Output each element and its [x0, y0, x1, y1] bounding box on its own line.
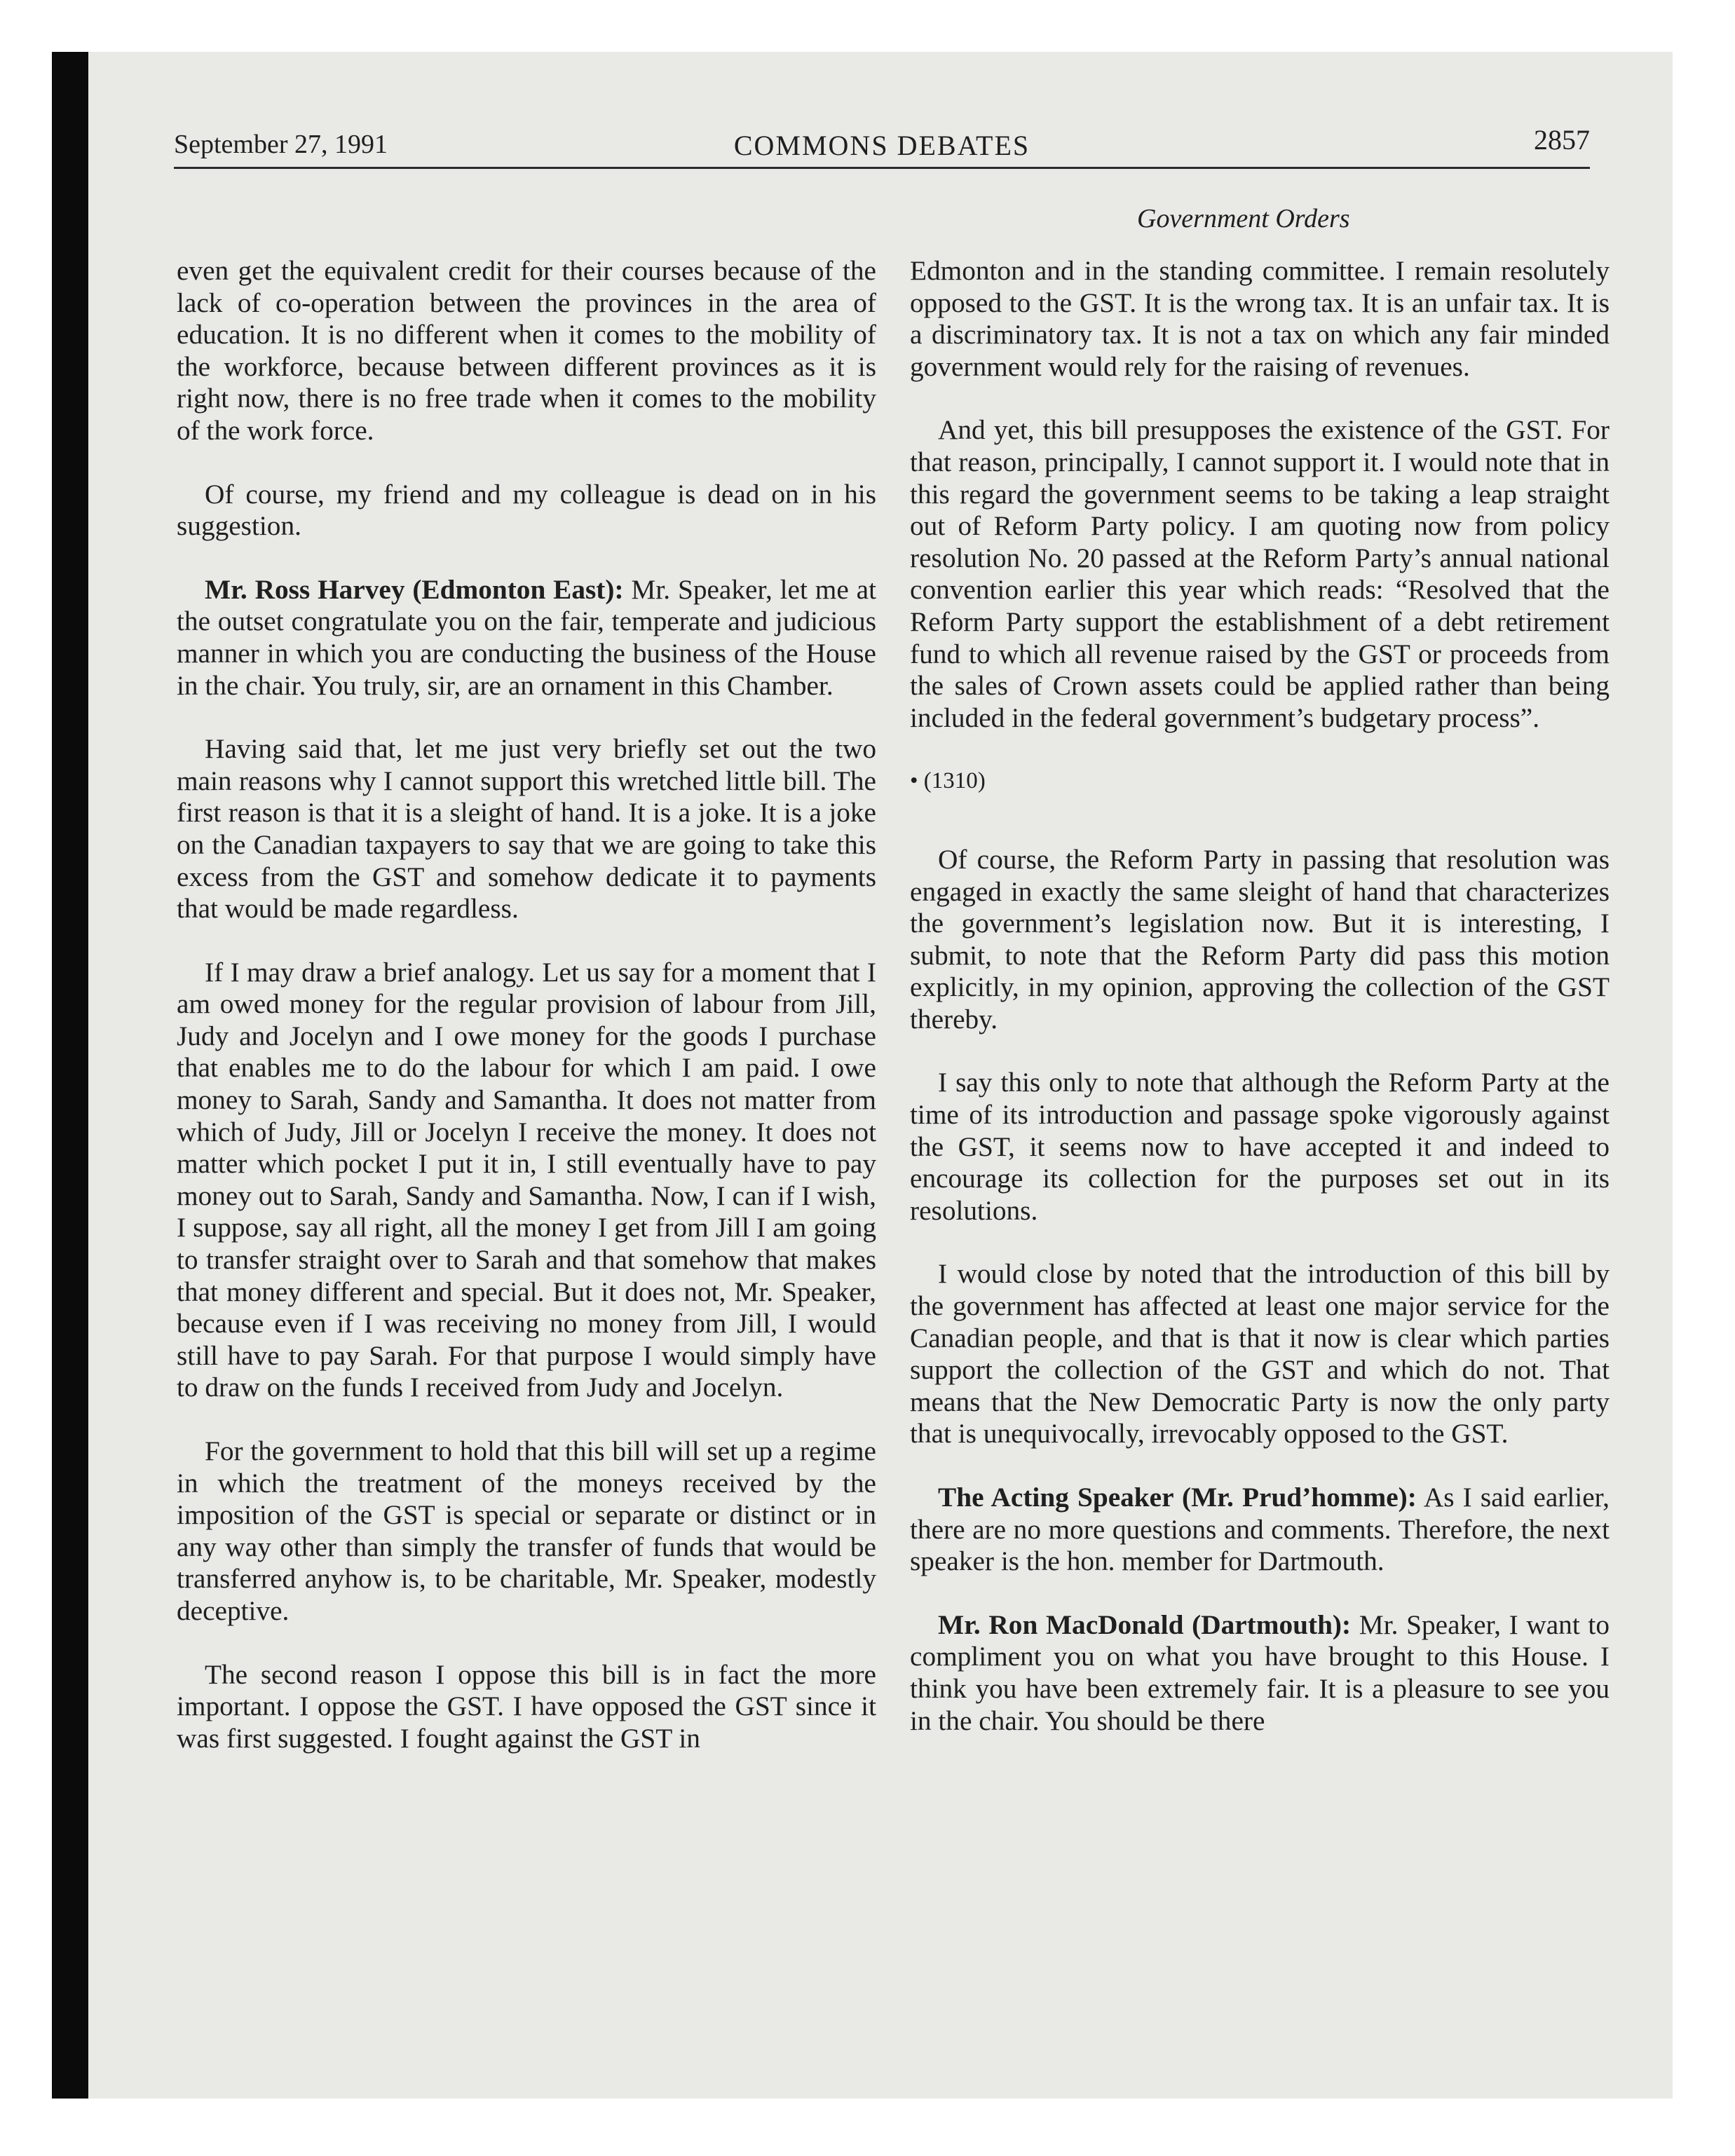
page-header: [174, 123, 1590, 165]
paragraph: Of course, my friend and my colleague is dead on in his suggestion.: [177, 478, 876, 542]
paragraph: Edmonton and in the standing committee. I remain resolutely opposed to the GST. It is the wrong tax. It is an unfair tax. It is a discriminatory tax. It is not a tax on which any fair minded government would rely for the raising of revenues.: [910, 255, 1610, 382]
paragraph: If I may draw a brief analogy. Let us say for a moment that I am owed money for the regular provision of labour from Jill, Judy and Jocelyn and I owe money for the goods I purchase that enables me to do the labour for which I am paid. I owe money to Sarah, Sandy and Samantha. It does not matter from which of Judy, Jill or Jocelyn I receive the money. It does not matter which pocket I put it in, I still eventually have to pay money out to Sarah, Sandy and Samantha. Now, I can if I wish, I suppose, say all right, all the money I get from Jill I am going to transfer straight over to Sarah and that somehow that makes that money different and special. But it does not, Mr. Speaker, because even if I was receiving no money from Jill, I would still have to pay Sarah. For that purpose I would simply have to draw on the funds I received from Judy and Jocelyn.: [177, 956, 876, 1403]
speaker-name: Mr. Ross Harvey (Edmonton East):: [205, 573, 624, 605]
paragraph: For the government to hold that this bill will set up a regime in which the treatment of the moneys received by the imposition of the GST is special or separate or distinct or in any way other than simply the transfer of funds that would be transferred anyhow is, to be charitable, Mr. Speaker, modestly deceptive.: [177, 1435, 876, 1626]
paragraph: And yet, this bill presupposes the existence of the GST. For that reason, principally, I cannot support it. I would note that in this regard the government seems to be taking a leap straight out of Reform Party policy. I am quoting now from policy resolution No. 20 passed at the Reform Party’s annual national convention earlier this year which reads: “Resolved that the Reform Party support the establishment of a debt retirement fund to which all revenue raised by the GST or proceeds from the sales of Crown assets could be applied rather than being included in the federal government’s budgetary process”.: [910, 414, 1610, 733]
time-marker: • (1310): [910, 768, 986, 794]
speech-text: Mr. Speaker, let me at the outset congratulate you on the fair, temperate and judicious manner in which you are conducting the business of the House in the chair. You truly, sir, are an ornament in this Chamber.: [177, 573, 876, 701]
header-rule: [174, 167, 1590, 169]
paragraph: even get the equivalent credit for their courses because of the lack of co-operation between the provinces in the area of education. It is no different when it comes to the mobility of the workforce, because between different provinces as it is right now, there is no free trade when it comes to the mobility of the work force.: [177, 255, 876, 446]
speaker-name: The Acting Speaker (Mr. Prud’homme):: [938, 1482, 1417, 1513]
page-number: 2857: [1534, 124, 1590, 156]
speech-text: As I said earlier, there are no more questions and comments. Therefore, the next speaker is the hon. member for Dartmouth.: [910, 1482, 1610, 1577]
paragraph: [177, 574, 876, 702]
paragraph: [910, 1609, 1610, 1737]
header-title: COMMONS DEBATES: [733, 130, 1030, 161]
header-date: September 27, 1991: [174, 130, 388, 159]
left-column: [177, 255, 876, 1786]
paragraph: Having said that, let me just very briefly set out the two main reasons why I cannot support this wretched little bill. The first reason is that it is a sleight of hand. It is a joke. It is a joke on the Canadian taxpayers to say that we are going to take this excess from the GST and somehow dedicate it to payments that would be made regardless.: [177, 733, 876, 925]
paragraph: I say this only to note that although the Reform Party at the time of its introduction and passage spoke vigorously against the GST, it seems now to have accepted it and indeed to encourage its collection for the purposes set out in its resolutions.: [910, 1067, 1610, 1226]
speaker-name: Mr. Ron MacDonald (Dartmouth):: [938, 1609, 1352, 1640]
paragraph: The second reason I oppose this bill is in fact the more important. I oppose the GST. I have opposed the GST since it was first suggested. I fought against the GST in: [177, 1658, 876, 1754]
paragraph: I would close by noted that the introduction of this bill by the government has affected at least one major service for the Canadian people, and that is that it now is clear which parties support the collection of the GST and which do not. That means that the New Democratic Party is now the only party that is unequivocally, irrevocably opposed to the GST.: [910, 1258, 1610, 1449]
right-column: [910, 255, 1610, 1768]
scan-edge: [52, 52, 88, 2099]
section-heading: Government Orders: [1137, 204, 1350, 233]
paragraph: [910, 1482, 1610, 1578]
speech-text: Mr. Speaker, I want to compliment you on what you have brought to this House. I think you have been extremely fair. It is a pleasure to see you in the chair. You should be there: [910, 1609, 1610, 1736]
paragraph: Of course, the Reform Party in passing that resolution was engaged in exactly the same sleight of hand that characterizes the government’s legislation now. But it is interesting, I submit, to note that the Reform Party did pass this motion explicitly, in my opinion, approving the collection of the GST thereby.: [910, 843, 1610, 1035]
